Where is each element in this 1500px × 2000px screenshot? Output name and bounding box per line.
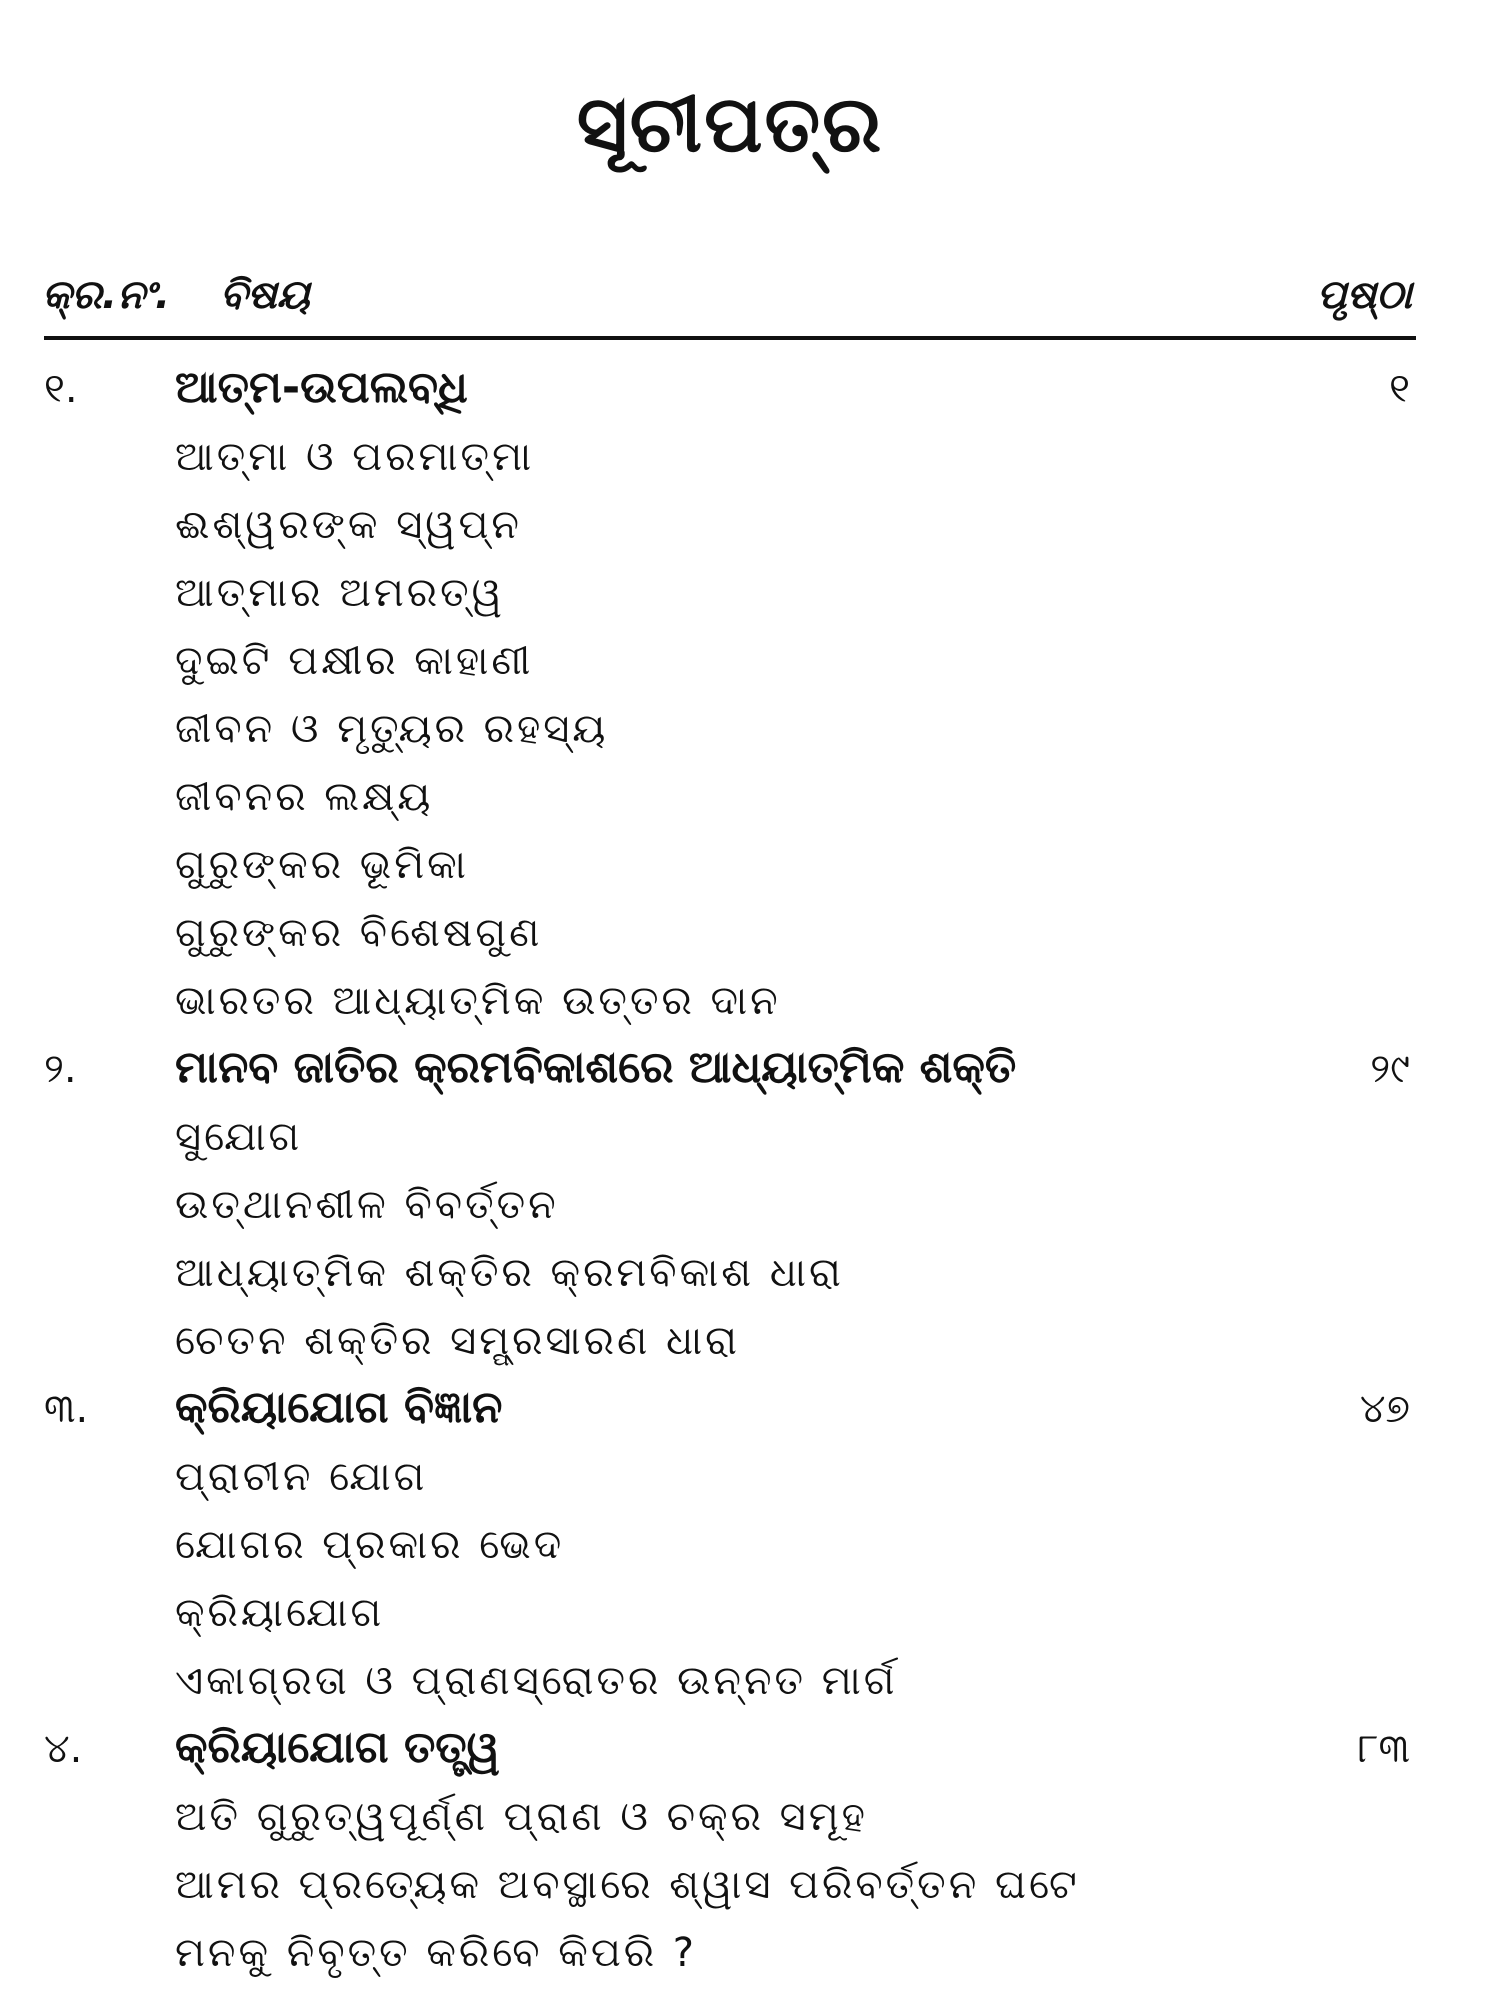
topic-row[interactable] (0, 1178, 1500, 1246)
topic-row[interactable] (0, 498, 1500, 566)
chapter-row[interactable] (0, 362, 1500, 430)
topic-row[interactable] (0, 430, 1500, 498)
chapter-title: କ୍ରିୟାଯୋଗ ତତ୍ତ୍ୱ (175, 1722, 500, 1773)
topic-title: ଜୀବନ ଓ ମୃତ୍ୟୁର ରହସ୍ୟ (175, 706, 609, 752)
topic-title: ଆତ୍ମା ଓ ପରମାତ୍ମା (175, 434, 535, 480)
chapter-number: ୩. (44, 1386, 89, 1432)
chapter-number: ୪. (44, 1726, 83, 1772)
topic-row[interactable] (0, 1110, 1500, 1178)
chapter-page: ୨୯ (1370, 1046, 1410, 1092)
chapter-title: ଆତ୍ମ-ଉପଲବ୍‌ଧି (175, 362, 468, 413)
chapter-number: ୧. (44, 366, 78, 412)
chapter-page: ୪୭ (1359, 1386, 1410, 1432)
topic-row[interactable] (0, 634, 1500, 702)
topic-title: ଆତ୍ମାର ଅମରତ୍ୱ (175, 570, 505, 616)
topic-title: ଉତ୍‌ଥାନଶୀଳ ବିବର୍ତ୍ତନ (175, 1182, 559, 1228)
chapter-number: ୨. (44, 1046, 77, 1092)
topic-title: ଦୁଇଟି ପକ୍ଷୀର କାହାଣୀ (175, 638, 534, 684)
topic-title: ଗୁରୁଙ୍କର ବିଶେଷଗୁଣ (175, 910, 543, 956)
toc-header (42, 272, 1412, 328)
topic-row[interactable] (0, 1518, 1500, 1586)
topic-row[interactable] (0, 1586, 1500, 1654)
chapter-title: ମାନବ ଜାତିର କ୍ରମବିକାଶରେ ଆଧ୍ୟାତ୍ମିକ ଶକ୍ତି (175, 1042, 1017, 1093)
topic-row[interactable] (0, 1926, 1500, 1994)
chapter-row[interactable] (0, 1722, 1500, 1790)
topic-title: କ୍ରିୟାଯୋଗ (175, 1590, 385, 1636)
chapter-row[interactable] (0, 1382, 1500, 1450)
topic-row[interactable] (0, 1450, 1500, 1518)
chapter-page: ୮୩ (1357, 1726, 1410, 1772)
topic-row[interactable] (0, 702, 1500, 770)
topic-title: ଜୀବନର ଲକ୍ଷ୍ୟ (175, 774, 434, 820)
serial-number-header: କ୍ର.ନଂ. (42, 272, 171, 318)
chapter-row[interactable] (0, 1042, 1500, 1110)
subject-header: ବିଷୟ (220, 272, 310, 318)
topic-row[interactable] (0, 770, 1500, 838)
page-title: ସୂଚୀପତ୍ର (576, 80, 884, 170)
topic-title: ଭାରତର ଆଧ୍ୟାତ୍ମିକ ଉତ୍ତର ଦାନ (175, 978, 781, 1024)
topic-row[interactable] (0, 1314, 1500, 1382)
chapter-title: କ୍ରିୟାଯୋଗ ବିଜ୍ଞାନ (175, 1382, 503, 1433)
header-divider (44, 336, 1416, 340)
topic-row[interactable] (0, 1246, 1500, 1314)
topic-row[interactable] (0, 566, 1500, 634)
topic-title: ମନକୁ ନିବୃତ୍ତ କରିବେ କିପରି ? (175, 1930, 698, 1976)
topic-title: ଆଧ୍ୟାତ୍ମିକ ଶକ୍ତିର କ୍ରମବିକାଶ ଧାରା (175, 1250, 844, 1296)
chapter-page: ୧ (1389, 366, 1410, 412)
topic-row[interactable] (0, 1654, 1500, 1722)
topic-title: ଯୋଗର ପ୍ରକାର ଭେଦ (175, 1522, 565, 1568)
topic-title: ପ୍ରାଚୀନ ଯୋଗ (175, 1454, 428, 1500)
topic-row[interactable] (0, 1858, 1500, 1926)
topic-title: ଆମର ପ୍ରତ୍ୟେକ ଅବସ୍ଥାରେ ଶ୍ୱାସ ପରିବର୍ତ୍ତନ ଘଟେ (175, 1862, 1080, 1908)
topic-row[interactable] (0, 906, 1500, 974)
topic-title: ଚେତନ ଶକ୍ତିର ସମ୍ପ୍ରସାରଣ ଧାରା (175, 1318, 740, 1364)
topic-title: ଅତି ଗୁରୁତ୍ୱପୂର୍ଣ୍ଣ ପ୍ରାଣ ଓ ଚକ୍ର ସମୂହ (175, 1794, 868, 1840)
topic-title: ସୁଯୋଗ (175, 1114, 303, 1160)
table-of-contents (0, 362, 1500, 1994)
topic-title: ଏକାଗ୍ରତା ଓ ପ୍ରାଣସ୍ରୋତର ଉନ୍ନତ ମାର୍ଗ (175, 1658, 898, 1704)
topic-row[interactable] (0, 974, 1500, 1042)
topic-row[interactable] (0, 838, 1500, 906)
page-header: ପୃଷ୍ଠା (1316, 272, 1412, 318)
topic-title: ଈଶ୍ୱରଙ୍କ ସ୍ୱପ୍ନ (175, 502, 522, 548)
topic-title: ଗୁରୁଙ୍କର ଭୂମିକା (175, 842, 469, 888)
topic-row[interactable] (0, 1790, 1500, 1858)
